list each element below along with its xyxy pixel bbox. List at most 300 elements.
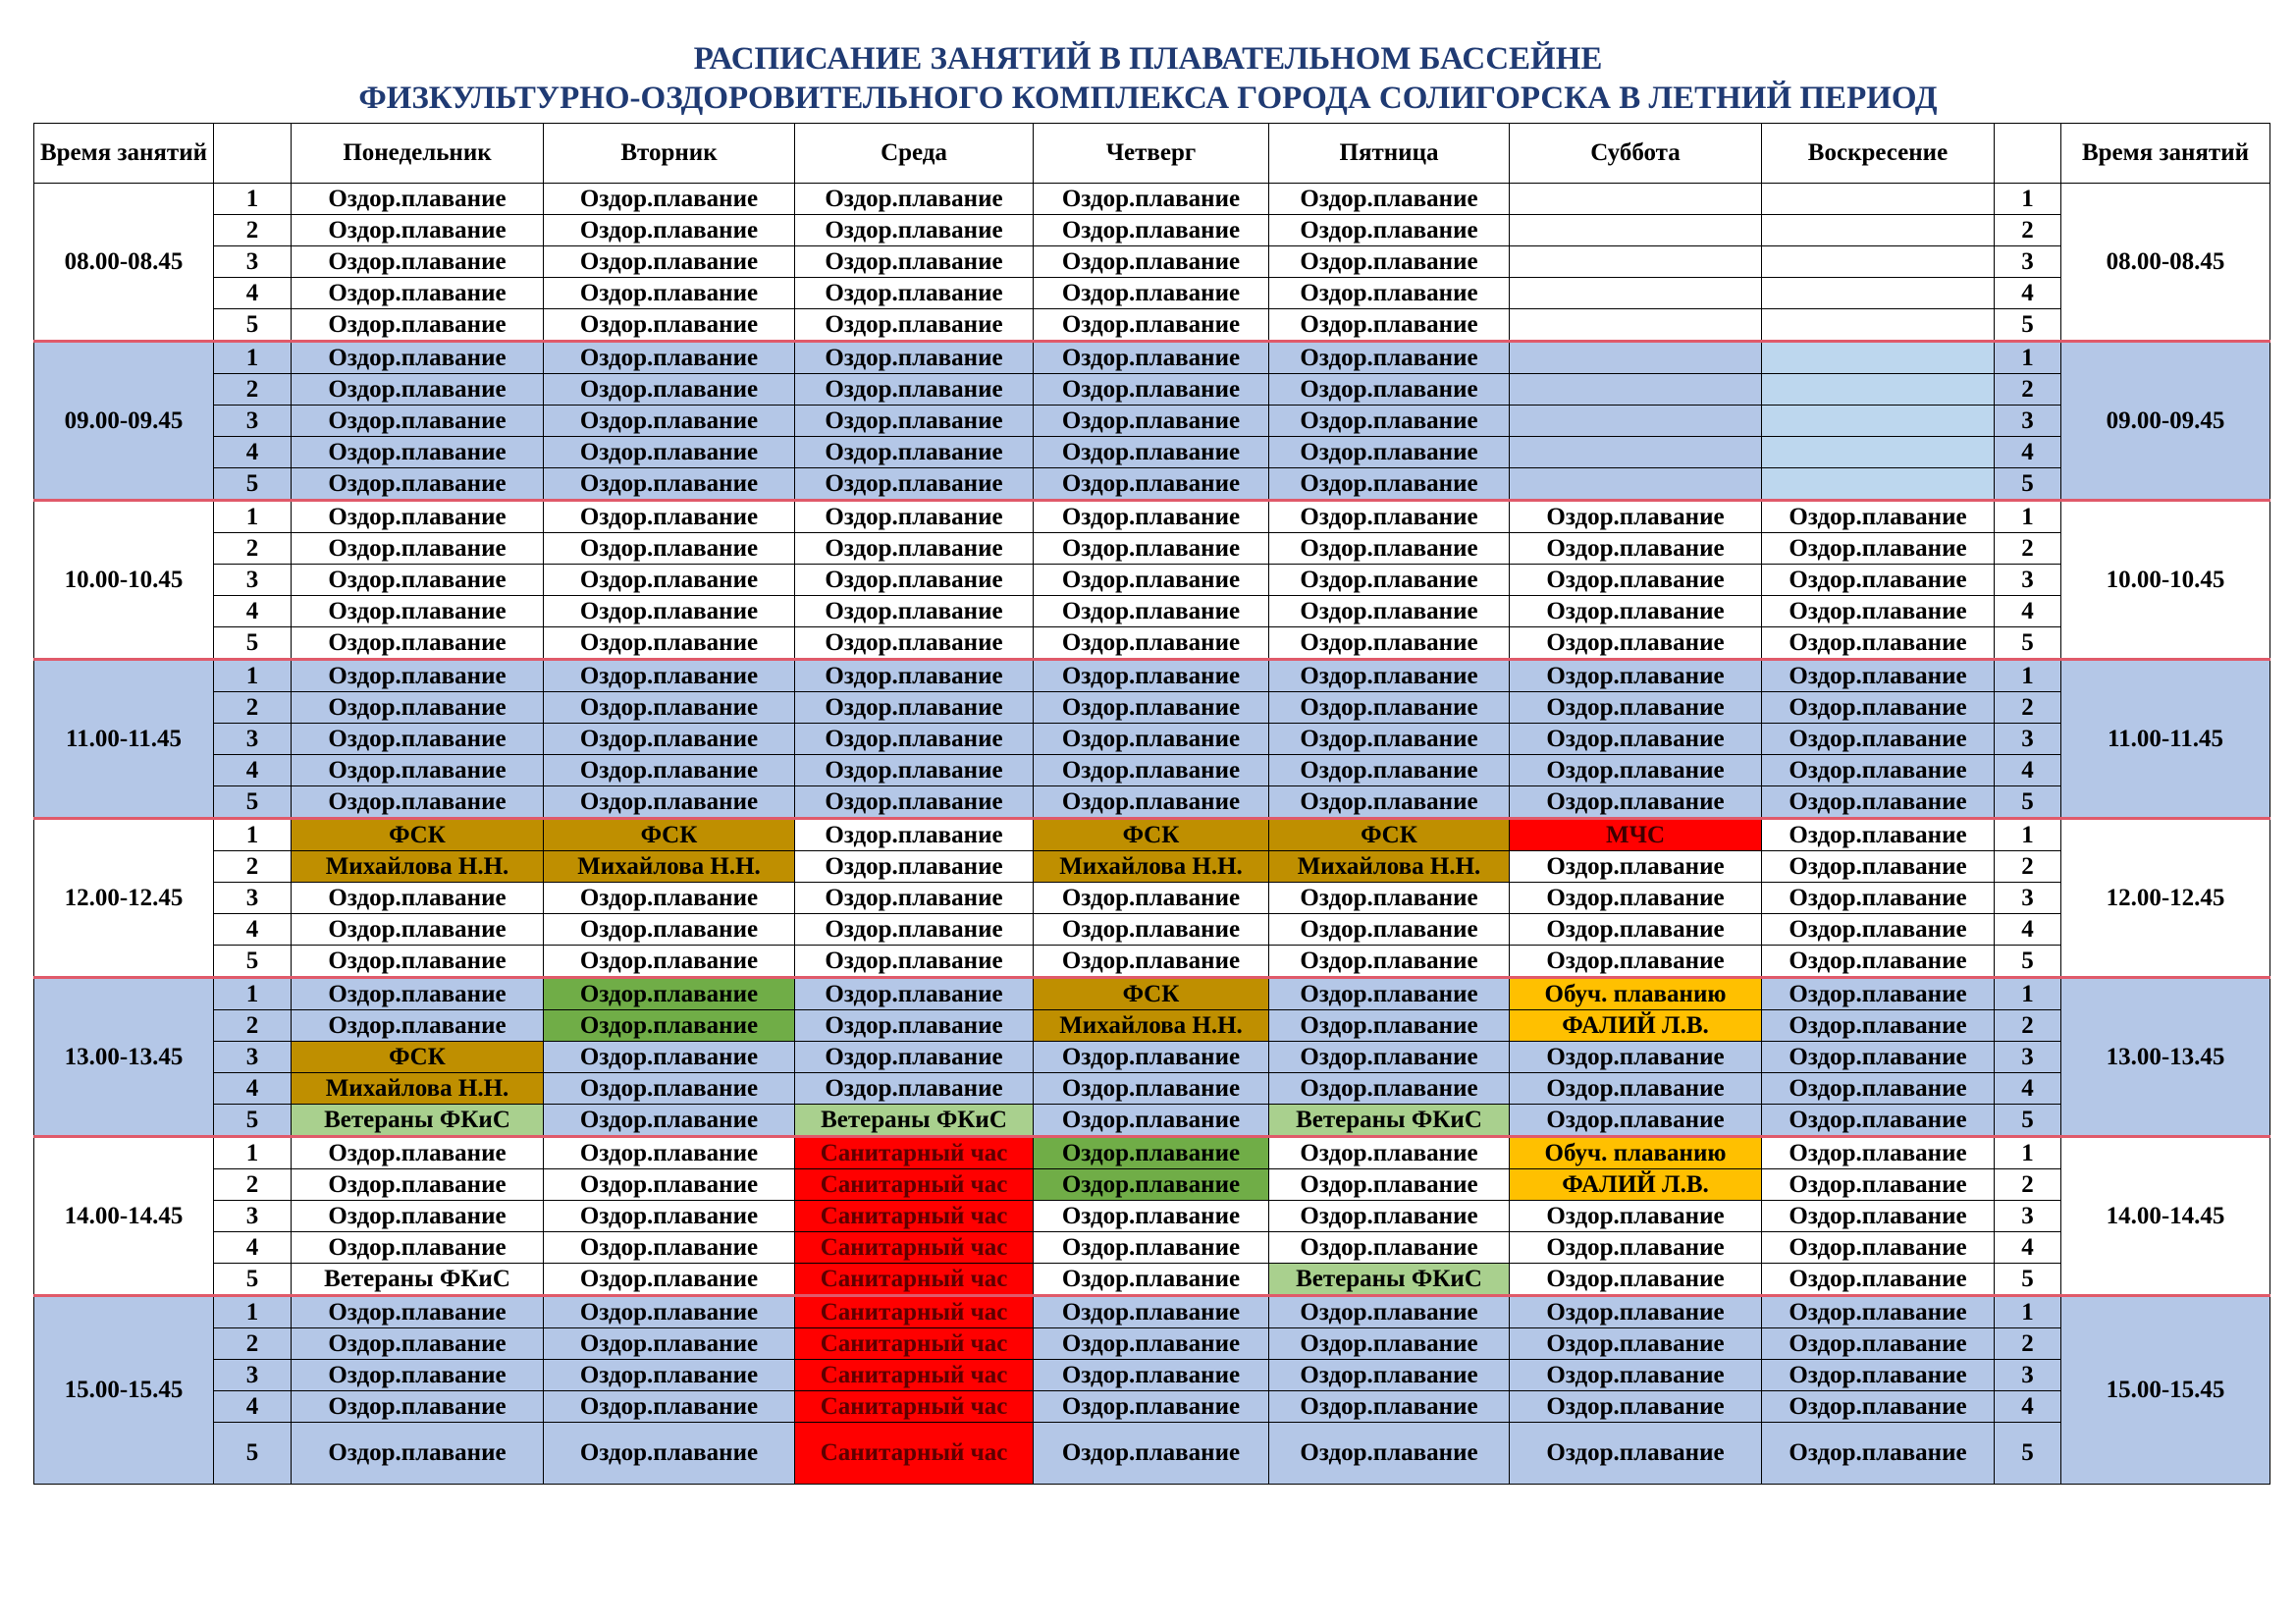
- session-cell-thursday: Михайлова Н.Н.: [1034, 851, 1269, 883]
- session-cell-tuesday: Оздор.плавание: [544, 1137, 795, 1169]
- session-cell-saturday: Оздор.плавание: [1510, 1073, 1762, 1105]
- lane-number-right: 4: [1995, 437, 2061, 468]
- schedule-row: [34, 1264, 2270, 1296]
- session-cell-wednesday: Оздор.плавание: [795, 755, 1034, 786]
- session-cell-monday: Оздор.плавание: [292, 184, 544, 215]
- schedule-row: [34, 724, 2270, 755]
- session-cell-saturday: [1510, 437, 1762, 468]
- session-cell-thursday: Оздор.плавание: [1034, 246, 1269, 278]
- session-cell-friday: Оздор.плавание: [1269, 914, 1510, 946]
- session-cell-wednesday: Санитарный час: [795, 1264, 1034, 1296]
- session-cell-thursday: Оздор.плавание: [1034, 692, 1269, 724]
- lane-number-left: 1: [214, 1137, 292, 1169]
- day-header-thursday: Четверг: [1034, 124, 1269, 184]
- schedule-row: [34, 246, 2270, 278]
- session-cell-thursday: Оздор.плавание: [1034, 1073, 1269, 1105]
- session-cell-sunday: [1762, 184, 1995, 215]
- session-cell-sunday: [1762, 246, 1995, 278]
- session-cell-sunday: [1762, 309, 1995, 342]
- time-slot-right: 08.00-08.45: [2061, 184, 2270, 342]
- session-cell-saturday: Оздор.плавание: [1510, 1296, 1762, 1328]
- session-cell-thursday: Оздор.плавание: [1034, 755, 1269, 786]
- session-cell-sunday: Оздор.плавание: [1762, 1264, 1995, 1296]
- session-cell-saturday: Оздор.плавание: [1510, 755, 1762, 786]
- session-cell-friday: Оздор.плавание: [1269, 437, 1510, 468]
- schedule-row: [34, 342, 2270, 374]
- session-cell-friday: Оздор.плавание: [1269, 660, 1510, 692]
- lane-number-right: 1: [1995, 184, 2061, 215]
- session-cell-wednesday: Санитарный час: [795, 1423, 1034, 1485]
- session-cell-sunday: Оздор.плавание: [1762, 1201, 1995, 1232]
- title-line-2: ФИЗКУЛЬТУРНО-ОЗДОРОВИТЕЛЬНОГО КОМПЛЕКСА ГОРОДА СОЛИГОРСКА В ЛЕТНИЙ ПЕРИОД: [358, 81, 1938, 116]
- session-cell-friday: Оздор.плавание: [1269, 692, 1510, 724]
- day-header-wednesday: Среда: [795, 124, 1034, 184]
- session-cell-monday: ФСК: [292, 1042, 544, 1073]
- session-cell-friday: Оздор.плавание: [1269, 978, 1510, 1010]
- session-cell-friday: Оздор.плавание: [1269, 342, 1510, 374]
- lane-number-right: 5: [1995, 1423, 2061, 1485]
- lane-number-right: 5: [1995, 1105, 2061, 1137]
- session-cell-sunday: Оздор.плавание: [1762, 819, 1995, 851]
- session-cell-thursday: Оздор.плавание: [1034, 501, 1269, 533]
- session-cell-monday: Михайлова Н.Н.: [292, 1073, 544, 1105]
- session-cell-friday: Оздор.плавание: [1269, 309, 1510, 342]
- lane-number-right: 4: [1995, 1073, 2061, 1105]
- session-cell-friday: Оздор.плавание: [1269, 1296, 1510, 1328]
- session-cell-monday: Оздор.плавание: [292, 1169, 544, 1201]
- schedule-row: [34, 1423, 2270, 1485]
- lane-number-left: 2: [214, 1328, 292, 1360]
- session-cell-tuesday: Оздор.плавание: [544, 468, 795, 501]
- schedule-row: [34, 309, 2270, 342]
- session-cell-thursday: Михайлова Н.Н.: [1034, 1010, 1269, 1042]
- session-cell-saturday: Оздор.плавание: [1510, 1391, 1762, 1423]
- schedule-row: [34, 627, 2270, 660]
- session-cell-tuesday: Оздор.плавание: [544, 1073, 795, 1105]
- lane-number-left: 5: [214, 1264, 292, 1296]
- schedule-row: [34, 406, 2270, 437]
- session-cell-monday: Оздор.плавание: [292, 278, 544, 309]
- session-cell-wednesday: Оздор.плавание: [795, 437, 1034, 468]
- session-cell-wednesday: Оздор.плавание: [795, 786, 1034, 819]
- lane-number-right: 5: [1995, 946, 2061, 978]
- session-cell-thursday: Оздор.плавание: [1034, 533, 1269, 565]
- day-header-saturday: Суббота: [1510, 124, 1762, 184]
- session-cell-sunday: Оздор.плавание: [1762, 1010, 1995, 1042]
- session-cell-monday: Оздор.плавание: [292, 1010, 544, 1042]
- session-cell-saturday: ФАЛИЙ Л.В.: [1510, 1169, 1762, 1201]
- schedule-row: [34, 946, 2270, 978]
- session-cell-friday: Оздор.плавание: [1269, 596, 1510, 627]
- session-cell-saturday: Оздор.плавание: [1510, 1264, 1762, 1296]
- session-cell-saturday: Оздор.плавание: [1510, 946, 1762, 978]
- session-cell-monday: Михайлова Н.Н.: [292, 851, 544, 883]
- lane-number-right: 5: [1995, 627, 2061, 660]
- session-cell-wednesday: Оздор.плавание: [795, 1042, 1034, 1073]
- session-cell-thursday: Оздор.плавание: [1034, 1360, 1269, 1391]
- schedule-row: [34, 501, 2270, 533]
- session-cell-tuesday: Оздор.плавание: [544, 786, 795, 819]
- session-cell-tuesday: Оздор.плавание: [544, 1201, 795, 1232]
- session-cell-friday: Оздор.плавание: [1269, 246, 1510, 278]
- session-cell-wednesday: Санитарный час: [795, 1391, 1034, 1423]
- session-cell-thursday: Оздор.плавание: [1034, 278, 1269, 309]
- session-cell-friday: Оздор.плавание: [1269, 1360, 1510, 1391]
- session-cell-tuesday: Оздор.плавание: [544, 1264, 795, 1296]
- session-cell-saturday: Оздор.плавание: [1510, 1105, 1762, 1137]
- time-slot-right: 15.00-15.45: [2061, 1296, 2270, 1485]
- lane-number-left: 5: [214, 1423, 292, 1485]
- session-cell-tuesday: Оздор.плавание: [544, 1328, 795, 1360]
- session-cell-sunday: [1762, 374, 1995, 406]
- session-cell-tuesday: Оздор.плавание: [544, 246, 795, 278]
- session-cell-friday: Оздор.плавание: [1269, 215, 1510, 246]
- session-cell-saturday: Обуч. плаванию: [1510, 1137, 1762, 1169]
- lane-number-right: 3: [1995, 1201, 2061, 1232]
- lane-number-right: 3: [1995, 1360, 2061, 1391]
- time-header-left: Время занятий: [34, 124, 214, 184]
- schedule-row: [34, 533, 2270, 565]
- session-cell-wednesday: Оздор.плавание: [795, 1073, 1034, 1105]
- session-cell-saturday: Оздор.плавание: [1510, 1232, 1762, 1264]
- session-cell-sunday: [1762, 406, 1995, 437]
- session-cell-saturday: [1510, 406, 1762, 437]
- lane-number-right: 2: [1995, 692, 2061, 724]
- session-cell-tuesday: ФСК: [544, 819, 795, 851]
- lane-number-left: 5: [214, 786, 292, 819]
- number-header-right: [1995, 124, 2061, 184]
- session-cell-thursday: Оздор.плавание: [1034, 215, 1269, 246]
- session-cell-friday: Ветераны ФКиС: [1269, 1264, 1510, 1296]
- session-cell-sunday: Оздор.плавание: [1762, 1360, 1995, 1391]
- session-cell-saturday: Оздор.плавание: [1510, 1360, 1762, 1391]
- session-cell-friday: Оздор.плавание: [1269, 1423, 1510, 1485]
- session-cell-tuesday: Оздор.плавание: [544, 627, 795, 660]
- session-cell-tuesday: Оздор.плавание: [544, 724, 795, 755]
- lane-number-right: 5: [1995, 1264, 2061, 1296]
- session-cell-sunday: [1762, 278, 1995, 309]
- session-cell-monday: Оздор.плавание: [292, 914, 544, 946]
- session-cell-monday: Оздор.плавание: [292, 1296, 544, 1328]
- session-cell-thursday: Оздор.плавание: [1034, 596, 1269, 627]
- session-cell-friday: Оздор.плавание: [1269, 786, 1510, 819]
- lane-number-left: 5: [214, 1105, 292, 1137]
- schedule-row: [34, 437, 2270, 468]
- schedule-row: [34, 660, 2270, 692]
- lane-number-right: 3: [1995, 246, 2061, 278]
- session-cell-friday: Оздор.плавание: [1269, 374, 1510, 406]
- session-cell-thursday: Оздор.плавание: [1034, 786, 1269, 819]
- session-cell-saturday: Оздор.плавание: [1510, 627, 1762, 660]
- session-cell-friday: Оздор.плавание: [1269, 755, 1510, 786]
- time-slot-right: 10.00-10.45: [2061, 501, 2270, 660]
- session-cell-wednesday: Оздор.плавание: [795, 215, 1034, 246]
- lane-number-left: 1: [214, 342, 292, 374]
- session-cell-wednesday: Оздор.плавание: [795, 914, 1034, 946]
- session-cell-thursday: Оздор.плавание: [1034, 406, 1269, 437]
- session-cell-thursday: Оздор.плавание: [1034, 1328, 1269, 1360]
- lane-number-right: 5: [1995, 309, 2061, 342]
- session-cell-tuesday: Оздор.плавание: [544, 660, 795, 692]
- session-cell-monday: Оздор.плавание: [292, 1137, 544, 1169]
- session-cell-thursday: Оздор.плавание: [1034, 184, 1269, 215]
- lane-number-right: 2: [1995, 1328, 2061, 1360]
- session-cell-tuesday: Оздор.плавание: [544, 565, 795, 596]
- lane-number-left: 5: [214, 468, 292, 501]
- lane-number-right: 4: [1995, 914, 2061, 946]
- session-cell-sunday: Оздор.плавание: [1762, 501, 1995, 533]
- session-cell-saturday: Оздор.плавание: [1510, 1423, 1762, 1485]
- session-cell-saturday: Оздор.плавание: [1510, 660, 1762, 692]
- session-cell-thursday: Оздор.плавание: [1034, 342, 1269, 374]
- session-cell-saturday: Оздор.плавание: [1510, 501, 1762, 533]
- session-cell-friday: Оздор.плавание: [1269, 1232, 1510, 1264]
- session-cell-wednesday: Оздор.плавание: [795, 883, 1034, 914]
- session-cell-tuesday: Оздор.плавание: [544, 1169, 795, 1201]
- lane-number-right: 4: [1995, 278, 2061, 309]
- session-cell-thursday: Оздор.плавание: [1034, 946, 1269, 978]
- session-cell-monday: Оздор.плавание: [292, 883, 544, 914]
- session-cell-tuesday: Оздор.плавание: [544, 1232, 795, 1264]
- lane-number-left: 3: [214, 1201, 292, 1232]
- session-cell-tuesday: Оздор.плавание: [544, 1105, 795, 1137]
- session-cell-saturday: Оздор.плавание: [1510, 1042, 1762, 1073]
- session-cell-monday: Оздор.плавание: [292, 468, 544, 501]
- session-cell-saturday: [1510, 374, 1762, 406]
- lane-number-right: 1: [1995, 978, 2061, 1010]
- session-cell-sunday: Оздор.плавание: [1762, 946, 1995, 978]
- session-cell-sunday: [1762, 215, 1995, 246]
- time-slot-left: 09.00-09.45: [34, 342, 214, 501]
- session-cell-tuesday: Оздор.плавание: [544, 215, 795, 246]
- time-slot-left: 10.00-10.45: [34, 501, 214, 660]
- session-cell-monday: Оздор.плавание: [292, 692, 544, 724]
- session-cell-tuesday: Оздор.плавание: [544, 1296, 795, 1328]
- session-cell-sunday: Оздор.плавание: [1762, 1105, 1995, 1137]
- schedule-row: [34, 1137, 2270, 1169]
- session-cell-friday: Оздор.плавание: [1269, 1042, 1510, 1073]
- time-slot-right: 11.00-11.45: [2061, 660, 2270, 819]
- session-cell-sunday: Оздор.плавание: [1762, 565, 1995, 596]
- lane-number-left: 5: [214, 309, 292, 342]
- schedule-row: [34, 215, 2270, 246]
- session-cell-thursday: Оздор.плавание: [1034, 468, 1269, 501]
- lane-number-right: 1: [1995, 660, 2061, 692]
- schedule-row: [34, 883, 2270, 914]
- session-cell-wednesday: Оздор.плавание: [795, 184, 1034, 215]
- session-cell-wednesday: Санитарный час: [795, 1137, 1034, 1169]
- session-cell-wednesday: Оздор.плавание: [795, 278, 1034, 309]
- lane-number-left: 4: [214, 1073, 292, 1105]
- schedule-row: [34, 914, 2270, 946]
- session-cell-wednesday: Оздор.плавание: [795, 692, 1034, 724]
- session-cell-thursday: Оздор.плавание: [1034, 883, 1269, 914]
- schedule-row: [34, 1296, 2270, 1328]
- time-slot-right: 12.00-12.45: [2061, 819, 2270, 978]
- session-cell-sunday: Оздор.плавание: [1762, 978, 1995, 1010]
- session-cell-friday: Оздор.плавание: [1269, 278, 1510, 309]
- session-cell-thursday: Оздор.плавание: [1034, 1391, 1269, 1423]
- session-cell-saturday: Оздор.плавание: [1510, 786, 1762, 819]
- day-header-friday: Пятница: [1269, 124, 1510, 184]
- session-cell-wednesday: Оздор.плавание: [795, 660, 1034, 692]
- session-cell-thursday: Оздор.плавание: [1034, 1232, 1269, 1264]
- time-slot-right: 09.00-09.45: [2061, 342, 2270, 501]
- session-cell-thursday: Оздор.плавание: [1034, 1423, 1269, 1485]
- session-cell-monday: ФСК: [292, 819, 544, 851]
- session-cell-wednesday: Оздор.плавание: [795, 724, 1034, 755]
- session-cell-monday: Оздор.плавание: [292, 978, 544, 1010]
- lane-number-left: 3: [214, 246, 292, 278]
- lane-number-left: 4: [214, 596, 292, 627]
- session-cell-thursday: Оздор.плавание: [1034, 660, 1269, 692]
- session-cell-monday: Оздор.плавание: [292, 627, 544, 660]
- session-cell-thursday: Оздор.плавание: [1034, 1042, 1269, 1073]
- session-cell-friday: Оздор.плавание: [1269, 565, 1510, 596]
- lane-number-right: 5: [1995, 468, 2061, 501]
- time-header-right: Время занятий: [2061, 124, 2270, 184]
- schedule-table: [33, 123, 2270, 1485]
- session-cell-thursday: Оздор.плавание: [1034, 374, 1269, 406]
- session-cell-wednesday: Оздор.плавание: [795, 978, 1034, 1010]
- session-cell-friday: Оздор.плавание: [1269, 627, 1510, 660]
- session-cell-tuesday: Оздор.плавание: [544, 1042, 795, 1073]
- session-cell-friday: Оздор.плавание: [1269, 946, 1510, 978]
- lane-number-left: 5: [214, 627, 292, 660]
- header-row: [34, 124, 2270, 184]
- session-cell-wednesday: Оздор.плавание: [795, 501, 1034, 533]
- schedule-row: [34, 819, 2270, 851]
- schedule-row: [34, 1391, 2270, 1423]
- session-cell-tuesday: Оздор.плавание: [544, 374, 795, 406]
- session-cell-sunday: Оздор.плавание: [1762, 533, 1995, 565]
- session-cell-monday: Оздор.плавание: [292, 786, 544, 819]
- session-cell-sunday: Оздор.плавание: [1762, 692, 1995, 724]
- session-cell-wednesday: Оздор.плавание: [795, 342, 1034, 374]
- schedule-row: [34, 374, 2270, 406]
- session-cell-monday: Оздор.плавание: [292, 596, 544, 627]
- session-cell-monday: Оздор.плавание: [292, 1360, 544, 1391]
- lane-number-left: 1: [214, 1296, 292, 1328]
- session-cell-wednesday: Санитарный час: [795, 1328, 1034, 1360]
- schedule-row: [34, 755, 2270, 786]
- session-cell-tuesday: Оздор.плавание: [544, 1010, 795, 1042]
- session-cell-saturday: Оздор.плавание: [1510, 914, 1762, 946]
- session-cell-thursday: Оздор.плавание: [1034, 1296, 1269, 1328]
- session-cell-sunday: Оздор.плавание: [1762, 1042, 1995, 1073]
- session-cell-monday: Оздор.плавание: [292, 755, 544, 786]
- lane-number-right: 1: [1995, 819, 2061, 851]
- lane-number-left: 1: [214, 660, 292, 692]
- session-cell-monday: Оздор.плавание: [292, 565, 544, 596]
- schedule-row: [34, 184, 2270, 215]
- session-cell-saturday: [1510, 278, 1762, 309]
- lane-number-right: 1: [1995, 501, 2061, 533]
- time-slot-right: 13.00-13.45: [2061, 978, 2270, 1137]
- session-cell-friday: Оздор.плавание: [1269, 184, 1510, 215]
- schedule-row: [34, 1232, 2270, 1264]
- session-cell-sunday: [1762, 342, 1995, 374]
- lane-number-right: 4: [1995, 596, 2061, 627]
- session-cell-monday: Ветераны ФКиС: [292, 1264, 544, 1296]
- session-cell-saturday: Оздор.плавание: [1510, 596, 1762, 627]
- schedule-row: [34, 1105, 2270, 1137]
- schedule-row: [34, 278, 2270, 309]
- lane-number-left: 2: [214, 1010, 292, 1042]
- day-header-tuesday: Вторник: [544, 124, 795, 184]
- session-cell-saturday: Оздор.плавание: [1510, 565, 1762, 596]
- session-cell-thursday: Оздор.плавание: [1034, 565, 1269, 596]
- lane-number-left: 1: [214, 978, 292, 1010]
- session-cell-sunday: Оздор.плавание: [1762, 724, 1995, 755]
- time-slot-left: 13.00-13.45: [34, 978, 214, 1137]
- session-cell-monday: Оздор.плавание: [292, 1423, 544, 1485]
- session-cell-tuesday: Оздор.плавание: [544, 501, 795, 533]
- session-cell-tuesday: Оздор.плавание: [544, 1423, 795, 1485]
- session-cell-friday: Михайлова Н.Н.: [1269, 851, 1510, 883]
- session-cell-monday: Оздор.плавание: [292, 1328, 544, 1360]
- session-cell-saturday: Оздор.плавание: [1510, 1201, 1762, 1232]
- lane-number-right: 3: [1995, 1042, 2061, 1073]
- session-cell-wednesday: Оздор.плавание: [795, 309, 1034, 342]
- time-slot-left: 12.00-12.45: [34, 819, 214, 978]
- session-cell-wednesday: Оздор.плавание: [795, 533, 1034, 565]
- session-cell-tuesday: Оздор.плавание: [544, 1391, 795, 1423]
- session-cell-tuesday: Оздор.плавание: [544, 184, 795, 215]
- session-cell-wednesday: Оздор.плавание: [795, 565, 1034, 596]
- session-cell-monday: Оздор.плавание: [292, 946, 544, 978]
- session-cell-saturday: Оздор.плавание: [1510, 1328, 1762, 1360]
- session-cell-wednesday: Оздор.плавание: [795, 851, 1034, 883]
- session-cell-saturday: [1510, 468, 1762, 501]
- session-cell-monday: Оздор.плавание: [292, 1232, 544, 1264]
- session-cell-saturday: Оздор.плавание: [1510, 692, 1762, 724]
- session-cell-monday: Оздор.плавание: [292, 342, 544, 374]
- session-cell-saturday: [1510, 309, 1762, 342]
- lane-number-left: 3: [214, 565, 292, 596]
- lane-number-right: 1: [1995, 1296, 2061, 1328]
- schedule-row: [34, 786, 2270, 819]
- schedule-row: [34, 1360, 2270, 1391]
- session-cell-wednesday: Оздор.плавание: [795, 946, 1034, 978]
- schedule-row: [34, 1073, 2270, 1105]
- lane-number-left: 2: [214, 1169, 292, 1201]
- session-cell-friday: Оздор.плавание: [1269, 1010, 1510, 1042]
- session-cell-wednesday: Оздор.плавание: [795, 246, 1034, 278]
- session-cell-saturday: [1510, 342, 1762, 374]
- lane-number-left: 3: [214, 406, 292, 437]
- session-cell-sunday: [1762, 468, 1995, 501]
- session-cell-wednesday: Оздор.плавание: [795, 406, 1034, 437]
- session-cell-sunday: Оздор.плавание: [1762, 786, 1995, 819]
- lane-number-left: 2: [214, 215, 292, 246]
- lane-number-left: 2: [214, 374, 292, 406]
- session-cell-tuesday: Михайлова Н.Н.: [544, 851, 795, 883]
- session-cell-sunday: Оздор.плавание: [1762, 1391, 1995, 1423]
- session-cell-friday: Оздор.плавание: [1269, 1073, 1510, 1105]
- time-slot-left: 15.00-15.45: [34, 1296, 214, 1485]
- lane-number-left: 4: [214, 278, 292, 309]
- lane-number-left: 4: [214, 1391, 292, 1423]
- lane-number-right: 4: [1995, 1391, 2061, 1423]
- lane-number-right: 2: [1995, 1010, 2061, 1042]
- session-cell-wednesday: Оздор.плавание: [795, 596, 1034, 627]
- time-slot-right: 14.00-14.45: [2061, 1137, 2270, 1296]
- lane-number-left: 4: [214, 914, 292, 946]
- session-cell-monday: Оздор.плавание: [292, 437, 544, 468]
- session-cell-friday: Оздор.плавание: [1269, 406, 1510, 437]
- lane-number-right: 2: [1995, 1169, 2061, 1201]
